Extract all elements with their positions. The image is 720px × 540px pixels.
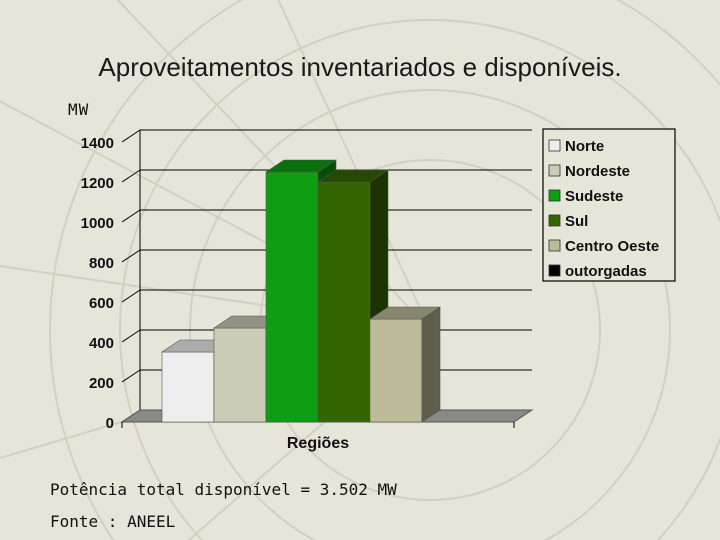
legend-label: Sul [565, 213, 589, 230]
legend-swatch [549, 190, 560, 201]
legend-swatch [549, 215, 560, 226]
chart-legend [543, 129, 675, 281]
x-axis-label: Regiões [286, 435, 350, 452]
y-unit-label: MW [68, 100, 90, 119]
legend-label: Nordeste [565, 163, 631, 180]
legend-label: Norte [565, 138, 605, 155]
legend-label: outorgadas [565, 263, 647, 280]
legend-swatch [549, 165, 560, 176]
y-tick-label: 1000 [80, 215, 114, 232]
y-tick-label: 400 [88, 335, 114, 352]
legend-swatch [549, 265, 560, 276]
y-tick-labels [81, 135, 114, 432]
legend-label: Centro Oeste [565, 238, 660, 255]
slide-title: Aproveitamentos inventariados e disponíveis. [98, 52, 622, 82]
footer-total-power: Potência total disponível = 3.502 MW [50, 480, 397, 499]
y-tick-label: 1200 [80, 175, 114, 192]
y-tick-label: 800 [88, 255, 114, 272]
y-tick-label: 1400 [80, 135, 114, 152]
y-tick-label: 600 [88, 295, 114, 312]
y-tick-label: 0 [105, 415, 114, 432]
legend-label: Sudeste [565, 188, 624, 205]
footer-source: Fonte : ANEEL [50, 512, 176, 531]
bar-centro-oeste [370, 307, 440, 422]
y-tick-label: 200 [88, 375, 114, 392]
legend-swatch [549, 240, 560, 251]
chart-bars [162, 160, 440, 422]
legend-swatch [549, 140, 560, 151]
